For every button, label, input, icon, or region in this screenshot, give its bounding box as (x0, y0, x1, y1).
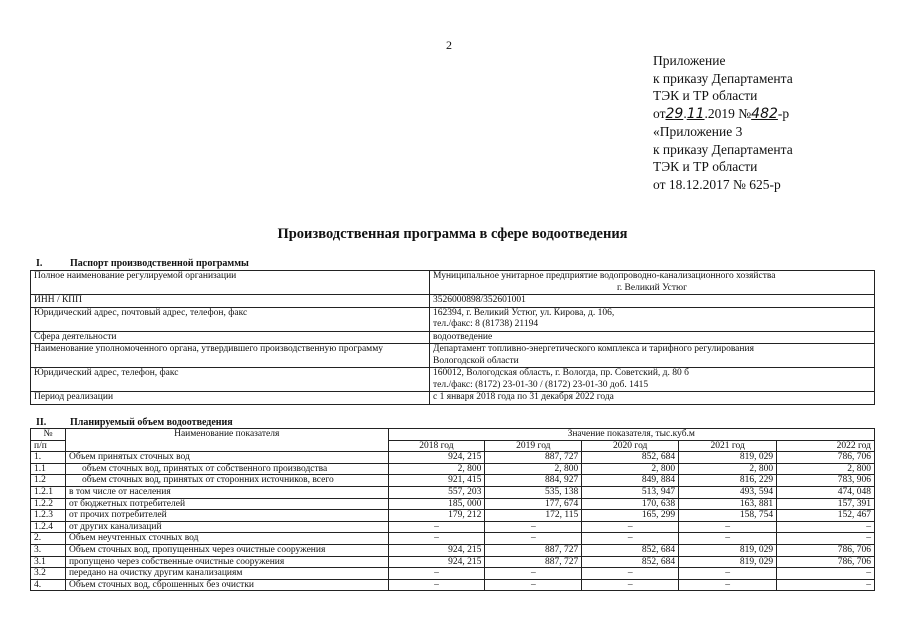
appendix-order-line (653, 105, 793, 124)
row-value: 852, 684 (582, 544, 679, 556)
volume-row (31, 486, 875, 498)
row-number: 1.2 (31, 475, 66, 487)
volume-row (31, 533, 875, 545)
passport-value-line: 3526000898/352601001 (433, 295, 526, 305)
row-value: – (485, 533, 582, 545)
appendix-line: ТЭК и ТР области (653, 88, 758, 103)
passport-label: Сфера деятельности (31, 331, 430, 344)
volume-row (31, 452, 875, 464)
header-num: № (31, 429, 66, 441)
row-number: 3.1 (31, 556, 66, 568)
row-value: – (485, 568, 582, 580)
row-indicator-name: от других канализаций (65, 521, 388, 533)
volume-row (31, 498, 875, 510)
row-value: – (679, 521, 777, 533)
header-year: 2022 год (777, 440, 875, 452)
volume-row (31, 521, 875, 533)
row-value: 493, 594 (679, 486, 777, 498)
appendix-block (653, 52, 793, 193)
volume-row (31, 568, 875, 580)
passport-value-line: с 1 января 2018 года по 31 декабря 2022 года (433, 392, 614, 402)
header-year: 2018 год (388, 440, 485, 452)
row-value: – (777, 568, 875, 580)
row-indicator-name: в том числе от населения (65, 486, 388, 498)
passport-label: Период реализации (31, 392, 430, 405)
passport-value-line: тел./факс: 8 (81738) 21194 (433, 319, 539, 329)
passport-table (30, 270, 875, 405)
row-value: 786, 706 (777, 556, 875, 568)
volume-row (31, 579, 875, 591)
passport-value-line: 162394, г. Великий Устюг, ул. Кирова, д. 106, (433, 307, 615, 318)
row-value: 2, 800 (777, 463, 875, 475)
row-number: 1.2.3 (31, 510, 66, 522)
passport-value (430, 344, 875, 368)
header-num-2: п/п (31, 440, 66, 452)
header-indicator-name: Наименование показателя (65, 429, 388, 452)
row-value: 2, 800 (388, 463, 485, 475)
volume-row (31, 556, 875, 568)
passport-row (31, 392, 875, 405)
row-value: 557, 203 (388, 486, 485, 498)
passport-label: ИНН / КПП (31, 295, 430, 308)
row-number: 1.2.2 (31, 498, 66, 510)
passport-label: Наименование уполномоченного органа, утвердившего производственную программу (31, 344, 430, 368)
row-value: 179, 212 (388, 510, 485, 522)
passport-value-line: Департамент топливно-энергетического комплекса и тарифного регулирования (433, 344, 754, 354)
row-value: – (679, 533, 777, 545)
row-value: – (582, 568, 679, 580)
section-title: Планируемый объем водоотведения (70, 417, 233, 428)
row-value: – (485, 579, 582, 591)
row-value: 535, 138 (485, 486, 582, 498)
row-value: 474, 048 (777, 486, 875, 498)
row-number: 1.2.1 (31, 486, 66, 498)
row-value: 2, 800 (679, 463, 777, 475)
row-value: – (582, 521, 679, 533)
row-value: – (582, 579, 679, 591)
row-value: 816, 229 (679, 475, 777, 487)
appendix-line: «Приложение 3 (653, 124, 743, 139)
passport-value-line: водоотведение (433, 331, 493, 342)
row-indicator-name: Объем сточных вод, сброшенных без очистки (65, 579, 388, 591)
appendix-line: ТЭК и ТР области (653, 159, 758, 174)
row-value: 185, 000 (388, 498, 485, 510)
volume-row (31, 544, 875, 556)
row-value: 165, 299 (582, 510, 679, 522)
row-value: 157, 391 (777, 498, 875, 510)
passport-label: Юридический адрес, почтовый адрес, телефон, факс (31, 307, 430, 331)
page-number: 2 (446, 38, 452, 52)
volume-row (31, 463, 875, 475)
row-value: 819, 029 (679, 452, 777, 464)
row-value: 172, 115 (485, 510, 582, 522)
section-1-heading (30, 258, 249, 269)
appendix-line: к приказу Департамента (653, 70, 793, 86)
passport-value (430, 271, 875, 295)
passport-value-line: 160012, Вологодская область, г. Вологда, пр. Советский, д. 80 б (433, 368, 689, 378)
row-number: 3.2 (31, 568, 66, 580)
row-value: 170, 638 (582, 498, 679, 510)
row-value: 2, 800 (582, 463, 679, 475)
passport-label: Полное наименование регулируемой организации (31, 271, 430, 295)
row-value: – (679, 579, 777, 591)
row-value: 887, 727 (485, 452, 582, 464)
row-value: 177, 674 (485, 498, 582, 510)
header-year: 2021 год (679, 440, 777, 452)
row-number: 1.2.4 (31, 521, 66, 533)
handwritten-day: 29 (665, 105, 684, 122)
row-value: – (582, 533, 679, 545)
row-indicator-name: объем сточных вод, принятых от собственного производства (65, 463, 388, 475)
appendix-date-dot: . (683, 105, 687, 121)
passport-row (31, 344, 875, 368)
row-indicator-name: объем сточных вод, принятых от сторонних источников, всего (65, 475, 388, 487)
row-indicator-name: Объем неучтенных сточных вод (65, 533, 388, 545)
section-number: II. (36, 417, 47, 428)
passport-value (430, 295, 875, 308)
row-value: 849, 884 (582, 475, 679, 487)
passport-row (31, 307, 875, 331)
passport-value-line: тел./факс: (8172) 23-01-30 / (8172) 23-01-30 доб. 1415 (433, 379, 649, 390)
row-number: 1.1 (31, 463, 66, 475)
passport-value-line: Вологодской области (433, 355, 519, 366)
row-value: – (388, 579, 485, 591)
appendix-date-prefix: от (653, 105, 666, 121)
row-value: 884, 927 (485, 475, 582, 487)
row-value: 887, 727 (485, 544, 582, 556)
document-title: Производственная программа в сфере водоотведения (277, 226, 628, 242)
volume-row (31, 510, 875, 522)
row-value: 513, 947 (582, 486, 679, 498)
row-value: 819, 029 (679, 544, 777, 556)
row-value: – (388, 533, 485, 545)
passport-value (430, 368, 875, 392)
row-value: 158, 754 (679, 510, 777, 522)
row-indicator-name: от бюджетных потребителей (65, 498, 388, 510)
volume-table (30, 428, 875, 591)
row-indicator-name: передано на очистку другим канализациям (65, 568, 388, 580)
row-value: – (679, 568, 777, 580)
row-value: 852, 684 (582, 452, 679, 464)
row-number: 4. (31, 579, 66, 591)
passport-value-line: Муниципальное унитарное предприятие водопроводно-канализационного хозяйства (433, 271, 776, 281)
row-value: 852, 684 (582, 556, 679, 568)
row-value: 2, 800 (485, 463, 582, 475)
passport-row (31, 295, 875, 308)
passport-row (31, 368, 875, 392)
passport-value (430, 331, 875, 344)
row-value: 152, 467 (777, 510, 875, 522)
appendix-order-suffix: -р (777, 105, 790, 121)
appendix-line: к приказу Департамента (653, 141, 793, 157)
passport-value-line: г. Великий Устюг (616, 282, 688, 293)
row-value: – (777, 533, 875, 545)
row-value: 163, 881 (679, 498, 777, 510)
section-title: Паспорт производственной программы (70, 258, 249, 269)
passport-value (430, 392, 875, 405)
appendix-date-year: .2019 № (704, 105, 752, 121)
row-indicator-name: Объем принятых сточных вод (65, 452, 388, 464)
header-year: 2019 год (485, 440, 582, 452)
row-value: – (485, 521, 582, 533)
row-value: – (388, 521, 485, 533)
row-number: 1. (31, 452, 66, 464)
row-value: 786, 706 (777, 452, 875, 464)
row-number: 2. (31, 533, 66, 545)
row-indicator-name: от прочих потребителей (65, 510, 388, 522)
passport-row (31, 331, 875, 344)
appendix-line: от 18.12.2017 № 625-р (653, 176, 781, 192)
row-value: 924, 215 (388, 556, 485, 568)
row-value: 786, 706 (777, 544, 875, 556)
section-number: I. (36, 258, 43, 269)
header-value-group: Значение показателя, тыс.куб.м (388, 429, 875, 441)
row-number: 3. (31, 544, 66, 556)
appendix-line: Приложение (653, 53, 726, 68)
volume-row (31, 475, 875, 487)
row-value: 819, 029 (679, 556, 777, 568)
handwritten-order-number: 482 (751, 105, 778, 122)
row-indicator-name: пропущено через собственные очистные сооружения (65, 556, 388, 568)
passport-value (430, 307, 875, 331)
passport-label: Юридический адрес, телефон, факс (31, 368, 430, 392)
row-value: – (777, 579, 875, 591)
row-value: – (388, 568, 485, 580)
passport-row (31, 271, 875, 295)
row-value: – (777, 521, 875, 533)
row-value: 924, 215 (388, 544, 485, 556)
header-year: 2020 год (582, 440, 679, 452)
row-value: 783, 906 (777, 475, 875, 487)
row-value: 887, 727 (485, 556, 582, 568)
section-2-heading (30, 417, 233, 428)
row-value: 921, 415 (388, 475, 485, 487)
row-indicator-name: Объем сточных вод, пропущенных через очистные сооружения (65, 544, 388, 556)
handwritten-month: 11 (686, 105, 705, 122)
row-value: 924, 215 (388, 452, 485, 464)
